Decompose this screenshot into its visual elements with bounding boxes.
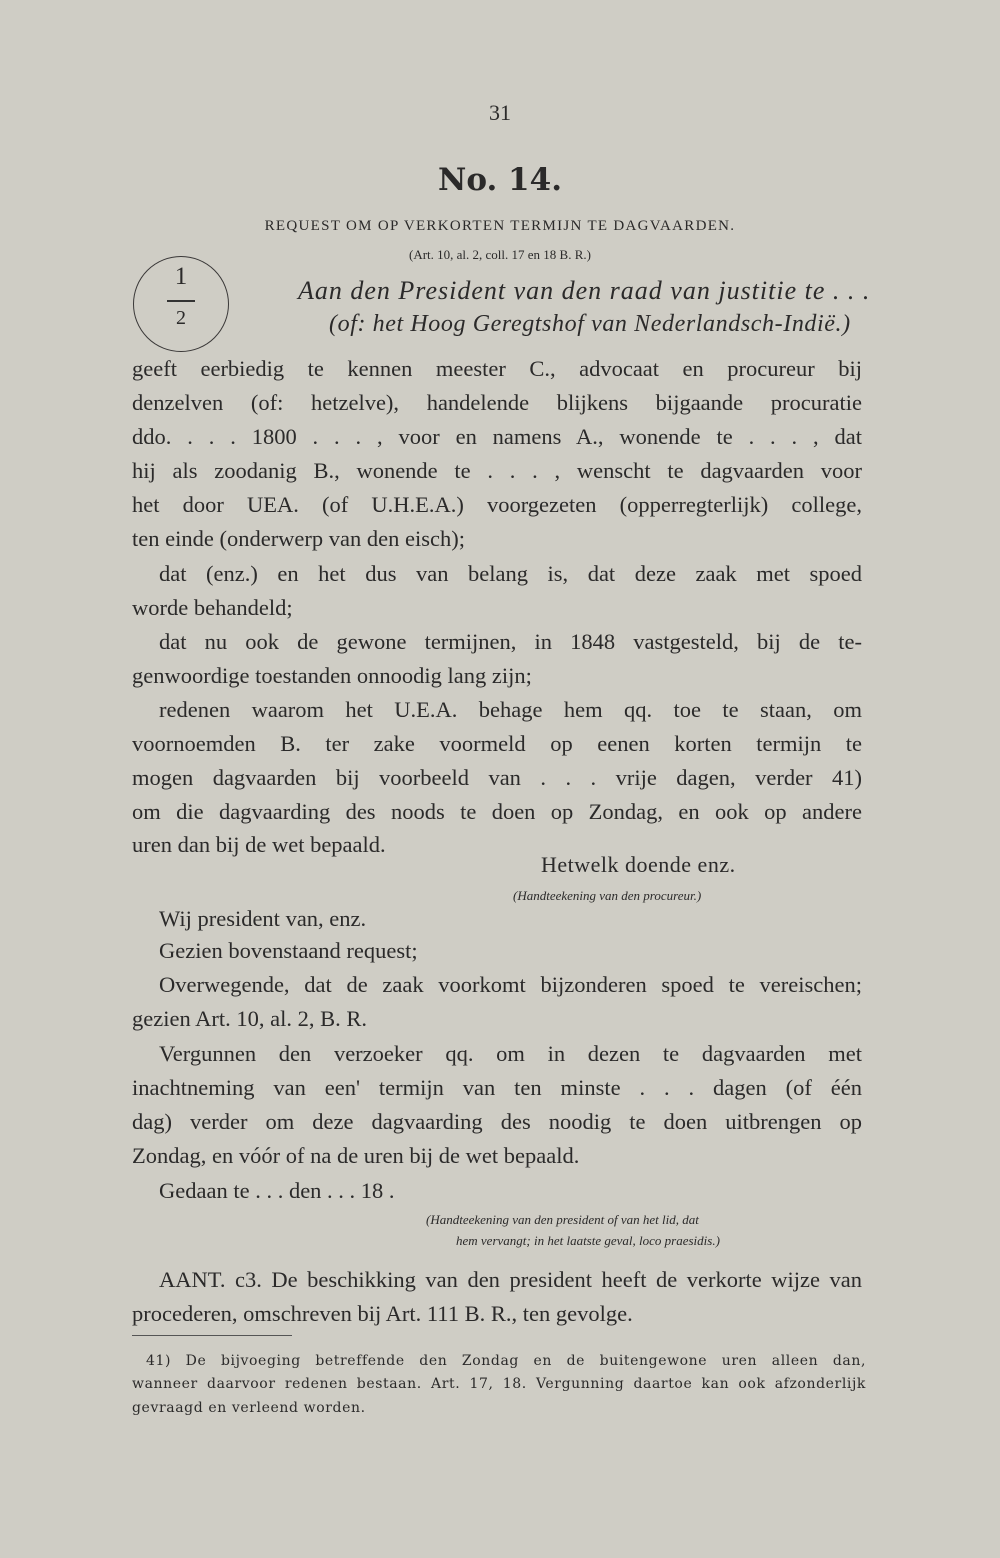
document-title: REQUEST OM OP VERKORTEN TERMIJN TE DAGVAARDEN.	[264, 218, 736, 234]
footnote-rule	[132, 1335, 292, 1336]
body-line: het door UEA. (of U.H.E.A.) voorgezeten (opperregterlijk) college,	[132, 492, 862, 517]
body-line: geeft eerbiedig te kennen meester C., advocaat en procureur bij	[132, 356, 862, 381]
signature-president-line-2: hem vervangt; in het laatste geval, loco praesidis.)	[456, 1233, 720, 1248]
document-subtitle: (Art. 10, al. 2, coll. 17 en 18 B. R.)	[409, 247, 591, 262]
fraction-denominator: 2	[176, 307, 186, 329]
fraction-stamp	[133, 256, 229, 352]
body-line: mogen dagvaarden bij voorbeeld van . . . vrije dagen, verder 41)	[132, 765, 862, 790]
body-line: dat nu ook de gewone termijnen, in 1848 vastgesteld, bij de te-	[159, 629, 862, 654]
addressee-line-1: Aan den President van den raad van justitie te . . .	[298, 276, 871, 305]
decision-line: Overwegende, dat de zaak voorkomt bijzonderen spoed te vereischen;	[159, 972, 862, 997]
footnote-line: gevraagd en verleend worden.	[132, 1400, 366, 1416]
decision-line: Wij president van, enz.	[159, 906, 367, 931]
footnote-line: wanneer daarvoor redenen bestaan. Art. 17, 18. Vergunning daartoe kan ook afzonderlijk	[132, 1376, 866, 1392]
body-line: redenen waarom het U.E.A. behage hem qq. toe te staan, om	[159, 697, 862, 722]
body-line: dat (enz.) en het dus van belang is, dat deze zaak met spoed	[159, 561, 862, 586]
annotation-text: De beschikking van den president heeft de verkorte wijze van procederen, omschreven bij Art. 111 B. R., ten gevolge.	[132, 1267, 862, 1326]
body-line: hij als zoodanig B., wonende te . . . , wenscht te dagvaarden voor	[132, 458, 862, 483]
body-line: om die dagvaarding des noods te doen op Zondag, en ook op andere	[132, 799, 862, 824]
fraction-numerator: 1	[174, 263, 188, 290]
footnote-line: 41) De bijvoeging betreffende den Zondag en de buitengewone uren alleen dan,	[146, 1353, 866, 1369]
annotation-label: AANT. c3.	[159, 1267, 262, 1292]
body-line: worde behandeld;	[132, 595, 293, 620]
body-line: ten einde (onderwerp van den eisch);	[132, 526, 465, 551]
body-line: voornoemden B. ter zake voormeld op eenen korten termijn te	[132, 731, 862, 756]
decision-line: gezien Art. 10, al. 2, B. R.	[132, 1006, 367, 1031]
decision-line: dag) verder om deze dagvaarding des noodig te doen uitbrengen op	[132, 1109, 862, 1134]
annotation	[132, 1263, 862, 1331]
page-number: 31	[489, 100, 511, 125]
body-line: denzelven (of: hetzelve), handelende blijkens bijgaande procuratie	[132, 390, 862, 415]
document-number: No. 14.	[438, 162, 562, 198]
decision-line: Gedaan te . . . den . . . 18 .	[159, 1178, 395, 1203]
fraction-bar	[167, 300, 195, 302]
addressee-line-2: (of: het Hoog Geregtshof van Nederlandsch-Indië.)	[329, 311, 851, 337]
body-line: uren dan bij de wet bepaald.	[132, 832, 386, 857]
decision-line: Gezien bovenstaand request;	[159, 938, 418, 963]
decision-line: Vergunnen den verzoeker qq. om in dezen te dagvaarden met	[159, 1041, 862, 1066]
decision-line: Zondag, en vóór of na de uren bij de wet bepaald.	[132, 1143, 580, 1168]
decision-line: inachtneming van een' termijn van ten minste . . . dagen (of één	[132, 1075, 862, 1100]
signoff: Hetwelk doende enz.	[541, 852, 736, 877]
signature-president-line-1: (Handteekening van den president of van het lid, dat	[426, 1212, 699, 1227]
body-line: ddo. . . . 1800 . . . , voor en namens A., wonende te . . . , dat	[132, 424, 862, 449]
body-line: genwoordige toestanden onnoodig lang zijn;	[132, 663, 532, 688]
signature-procureur: (Handteekening van den procureur.)	[513, 888, 702, 903]
